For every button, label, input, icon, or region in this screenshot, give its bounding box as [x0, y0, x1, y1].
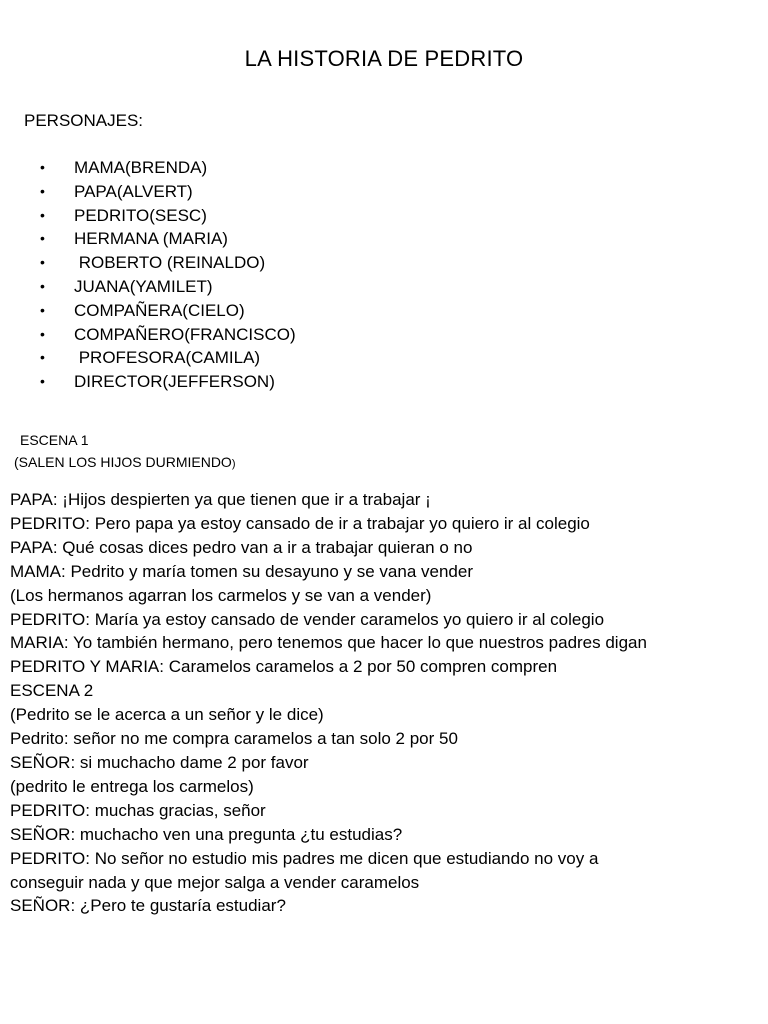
characters-heading: PERSONAJES:	[24, 111, 144, 130]
character-name: COMPAÑERA(CIELO)	[74, 300, 245, 320]
bullet-icon: •	[40, 254, 45, 271]
character-name: HERMANA (MARIA)	[74, 229, 228, 249]
script-line: PEDRITO: muchas gracias, señor	[10, 800, 266, 820]
list-item	[40, 275, 296, 299]
script-line: Pedrito: señor no me compra caramelos a tan solo 2 por 50	[10, 729, 458, 749]
bullet-icon: •	[40, 230, 45, 247]
list-item	[40, 251, 296, 275]
script-line: (Pedrito se le acerca a un señor y le dice)	[10, 705, 324, 725]
script-line: MARIA: Yo también hermano, pero tenemos que hacer lo que nuestros padres digan	[10, 633, 647, 653]
list-item	[40, 299, 296, 323]
stage-direction	[14, 454, 236, 470]
script-line: SEÑOR: ¿Pero te gustaría estudiar?	[10, 896, 286, 916]
script-body	[10, 488, 760, 918]
character-list	[40, 156, 296, 394]
script-line: PEDRITO: María ya estoy cansado de vender caramelos yo quiero ir al colegio	[10, 609, 605, 629]
list-item	[40, 156, 296, 180]
bullet-icon: •	[40, 182, 45, 199]
character-name: DIRECTOR(JEFFERSON)	[74, 372, 275, 392]
bullet-icon: •	[40, 159, 45, 175]
list-item	[40, 204, 296, 228]
bullet-icon: •	[40, 349, 45, 366]
bullet-icon: •	[40, 206, 45, 223]
script-line: MAMA: Pedrito y maría tomen su desayuno y se vana vender	[10, 561, 474, 581]
bullet-icon: •	[40, 277, 45, 294]
character-name: JUANA(YAMILET)	[74, 276, 213, 296]
bullet-icon: •	[40, 325, 45, 342]
script-line: SEÑOR: muchacho ven una pregunta ¿tu estudias?	[10, 824, 403, 844]
script-line: PEDRITO: Pero papa ya estoy cansado de ir a trabajar yo quiero ir al colegio	[10, 513, 590, 533]
scene-1-heading: ESCENA 1	[20, 432, 89, 448]
script-line: PEDRITO Y MARIA: Caramelos caramelos a 2 por 50 compren compren	[10, 657, 558, 677]
bullet-icon: •	[40, 301, 45, 318]
page-title: LA HISTORIA DE PEDRITO	[244, 46, 524, 71]
script-line: PAPA: ¡Hijos despierten ya que tienen que ir a trabajar ¡	[10, 490, 431, 509]
character-name: PEDRITO(SESC)	[74, 205, 207, 225]
character-name: MAMA(BRENDA)	[74, 158, 208, 177]
character-name: ROBERTO (REINALDO)	[74, 253, 266, 273]
bullet-icon: •	[40, 373, 45, 390]
script-line: (pedrito le entrega los carmelos)	[10, 776, 254, 796]
character-name: PROFESORA(CAMILA)	[74, 348, 261, 368]
stage-direction-text: (SALEN LOS HIJOS DURMIENDO	[14, 454, 232, 470]
stage-direction-close: )	[231, 458, 236, 470]
list-item	[40, 227, 296, 251]
script-line: PEDRITO: No señor no estudio mis padres me dicen que estudiando no voy a	[10, 848, 599, 868]
script-line: conseguir nada y que mejor salga a vender caramelos	[10, 872, 420, 892]
script-line: SEÑOR: si muchacho dame 2 por favor	[10, 752, 309, 772]
list-item	[40, 346, 296, 370]
character-name: PAPA(ALVERT)	[74, 181, 193, 201]
character-name: COMPAÑERO(FRANCISCO)	[74, 324, 296, 344]
script-line: (Los hermanos agarran los carmelos y se van a vender)	[10, 585, 432, 605]
scene-2-heading: ESCENA 2	[10, 681, 94, 701]
list-item	[40, 180, 296, 204]
list-item	[40, 323, 296, 347]
list-item	[40, 370, 296, 394]
script-line: PAPA: Qué cosas dices pedro van a ir a trabajar quieran o no	[10, 537, 473, 557]
